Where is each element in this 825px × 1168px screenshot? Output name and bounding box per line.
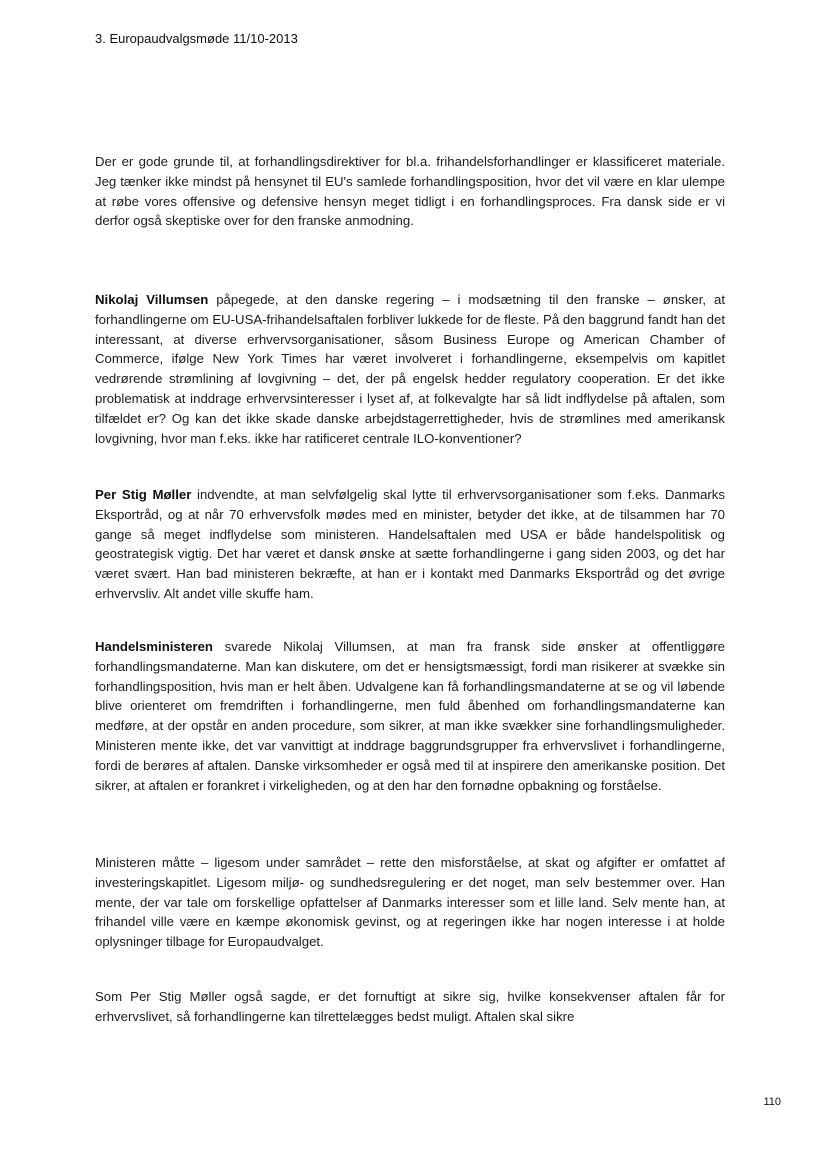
- paragraph-nikolaj-villumsen: [95, 290, 725, 448]
- paragraph-text: Ministeren måtte – ligesom under samrådet – rette den misforståelse, at skat og afgifter er omfattet af investeringskapitlet. Ligesom miljø- og sundhedsregulering er det noget, man selv bestemmer over. Han mente, der var tale om forskellige opfattelser af Danmarks interesser som et lille land. Selv mente han, at frihandel ville være en kæmpe økonomisk gevinst, og at regeringen ikke har nogen interesse i at holde oplysninger tilbage for Europaudvalget.: [95, 855, 725, 950]
- paragraph-handelsministeren: [95, 637, 725, 795]
- paragraph-text: indvendte, at man selvfølgelig skal lytte til erhvervsorganisationer som f.eks. Danmarks Eksportråd, og at når 70 erhvervsfolk mødes med en minister, betyder det ikke, at de tilsammen har 70 gange så meget indflydelse som ministeren. Handelsaftalen med USA er både handelspolitisk og geostrategisk vigtig. Det har været et dansk ønske at sætte forhandlingerne i gang siden 2003, og det har været svært. Han bad ministeren bekræfte, at han er i kontakt med Danmarks Eksportråd og det øvrige erhvervsliv. Alt andet ville skuffe ham.: [95, 487, 725, 601]
- speaker-name: Nikolaj Villumsen: [95, 292, 209, 307]
- paragraph-ministeren-maatte: [95, 853, 725, 952]
- speaker-name: Per Stig Møller: [95, 487, 192, 502]
- paragraph-per-stig-moller: [95, 485, 725, 604]
- speaker-name: Handelsministeren: [95, 639, 213, 654]
- paragraph-text: påpegede, at den danske regering – i modsætning til den franske – ønsker, at forhandlingerne om EU-USA-frihandelsaftalen forbliver lukkede for de fleste. På den baggrund fandt han det interessant, at diverse erhvervsorganisationer, såsom Business Europe og American Chamber of Commerce, ifølge New York Times har været involveret i forhandlingerne, eksempelvis om kapitlet vedrørende strømlining af lovgivning – det, der på engelsk hedder regulatory cooperation. Er det ikke problematisk at inddrage erhvervsinteresser i lyset af, at folkevalgte har så lidt indflydelse på aftalen, som tilfældet er? Og kan det ikke skade danske arbejdstagerrettigheder, hvis de strømlines med amerikansk lovgivning, hvor man f.eks. ikke har ratificeret centrale ILO-konventioner?: [95, 292, 725, 446]
- paragraph-som-per-stig-moller: [95, 987, 725, 1027]
- paragraph-text: Der er gode grunde til, at forhandlingsdirektiver for bl.a. frihandelsforhandlinger er klassificeret materiale. Jeg tænker ikke mindst på hensynet til EU's samlede forhandlingsposition, hvor det vil være en klar ulempe at røbe vores offensive og defensive hensyn meget tidligt i en forhandlingsproces. Fra dansk side er vi derfor også skeptiske over for den franske anmodning.: [95, 154, 725, 229]
- paragraph-classified-material: [95, 152, 725, 231]
- page-number: 110: [763, 1096, 781, 1108]
- paragraph-text: Som Per Stig Møller også sagde, er det fornuftigt at sikre sig, hvilke konsekvenser aftalen får for erhvervslivet, så forhandlingerne kan tilrettelægges bedst muligt. Aftalen skal sikre: [95, 989, 725, 1024]
- paragraph-text: svarede Nikolaj Villumsen, at man fra fransk side ønsker at offentliggøre forhandlingsmandaterne. Man kan diskutere, om det er hensigtsmæssigt, fordi man risikerer at svække sin forhandlingsposition, hvis man er helt åben. Udvalgene kan få forhandlingsmandaterne at se og vil løbende blive orienteret om fremdriften i forhandlingerne, men fuld åbenhed om forhandlingsmandaterne kan medføre, at der opstår en anden procedure, som sikrer, at man ikke svækker sine forhandlingsmuligheder. Ministeren mente ikke, det var vanvittigt at inddrage baggrundsgrupper fra erhvervslivet i forhandlingerne, fordi de berøres af aftalen. Danske virksomheder er også med til at inspirere den amerikanske position. Det sikrer, at aftalen er forankret i virkeligheden, og at den har den fornødne opbakning og forståelse.: [95, 639, 725, 793]
- document-header: 3. Europaudvalgsmøde 11/10-2013: [95, 31, 298, 46]
